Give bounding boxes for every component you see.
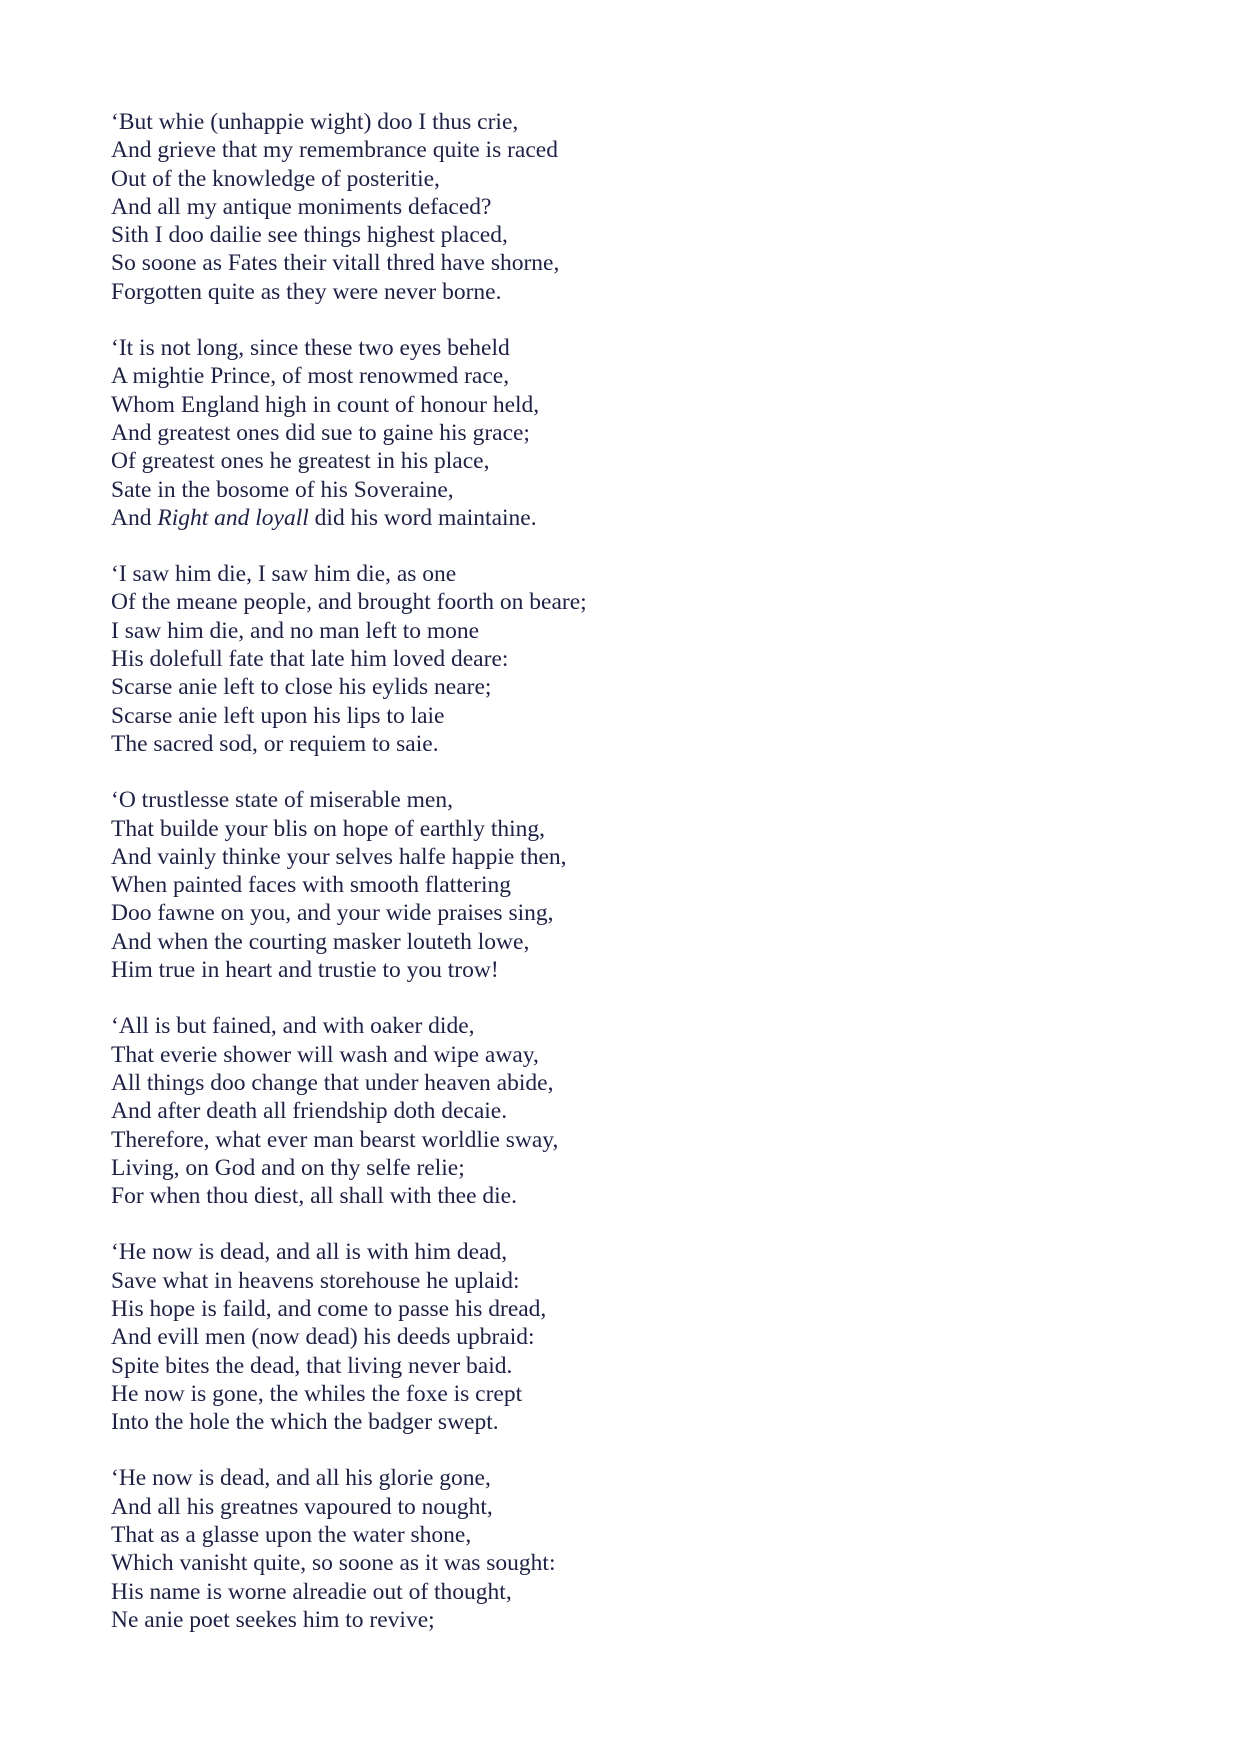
stanza-5	[111, 1012, 1111, 1210]
poem-line: ‘O trustlesse state of miserable men,	[111, 787, 453, 814]
poem-line: Forgotten quite as they were never borne.	[111, 278, 502, 305]
poem-line: And vainly thinke your selves halfe happie then,	[111, 843, 567, 870]
poem-line: Whom England high in count of honour held,	[111, 391, 540, 418]
poem-line: So soone as Fates their vitall thred have shorne,	[111, 250, 560, 277]
poem-line: And greatest ones did sue to gaine his grace;	[111, 419, 530, 446]
poem-line: Sate in the bosome of his Soveraine,	[111, 476, 454, 503]
stanza-3	[111, 560, 1111, 758]
poem-line: The sacred sod, or requiem to saie.	[111, 730, 439, 757]
italic-motto: Right and loyall	[157, 504, 309, 531]
poem-line: And all my antique moniments defaced?	[111, 193, 492, 220]
poem-line: His dolefull fate that late him loved deare:	[111, 646, 509, 673]
poem-line: I saw him die, and no man left to mone	[111, 617, 480, 644]
line-end: did his word maintaine.	[308, 504, 537, 531]
poem-line: ‘All is but fained, and with oaker dide,	[111, 1013, 475, 1040]
poem-line: His name is worne alreadie out of thought,	[111, 1578, 512, 1605]
poem-line: And grieve that my remembrance quite is raced	[111, 137, 558, 164]
line-start: And	[111, 504, 158, 531]
stanza-7	[111, 1464, 1111, 1634]
poem-line: Into the hole the which the badger swept.	[111, 1409, 499, 1436]
poem-line: Of the meane people, and brought foorth on beare;	[111, 589, 587, 616]
poem-line: Therefore, what ever man bearst worldlie sway,	[111, 1126, 559, 1153]
poem-line: Which vanisht quite, so soone as it was sought:	[111, 1550, 556, 1577]
poem-line: Living, on God and on thy selfe relie;	[111, 1154, 465, 1181]
poem-line: And all his greatnes vapoured to nought,	[111, 1493, 493, 1520]
poem-line: Spite bites the dead, that living never baid.	[111, 1352, 513, 1379]
poem-line: ‘I saw him die, I saw him die, as one	[111, 561, 457, 588]
poem-line: That as a glasse upon the water shone,	[111, 1522, 472, 1549]
poem-line: Out of the knowledge of posteritie,	[111, 165, 440, 192]
poem-line: And after death all friendship doth decaie.	[111, 1098, 508, 1125]
stanza-4	[111, 786, 1111, 984]
poem-line: ‘But whie (unhappie wight) doo I thus crie,	[111, 109, 519, 135]
poem-line: Scarse anie left upon his lips to laie	[111, 702, 445, 729]
poem-line: Scarse anie left to close his eylids neare;	[111, 674, 492, 701]
poem-page	[111, 108, 1111, 1662]
poem-line: ‘He now is dead, and all is with him dead,	[111, 1239, 508, 1266]
poem-line: And when the courting masker louteth lowe,	[111, 928, 530, 955]
poem-line: Doo fawne on you, and your wide praises sing,	[111, 900, 554, 927]
poem-line: Save what in heavens storehouse he uplaid:	[111, 1267, 520, 1294]
poem-line: His hope is faild, and come to passe his dread,	[111, 1295, 547, 1322]
poem-line: Of greatest ones he greatest in his place,	[111, 448, 490, 475]
poem-line: That builde your blis on hope of earthly thing,	[111, 815, 546, 842]
poem-line: He now is gone, the whiles the foxe is crept	[111, 1380, 523, 1407]
stanza-6	[111, 1238, 1111, 1436]
stanza-2	[111, 334, 1111, 532]
poem-line: A mightie Prince, of most renowmed race,	[111, 363, 510, 390]
poem-line: Ne anie poet seekes him to revive;	[111, 1606, 435, 1633]
poem-line: Him true in heart and trustie to you trow!	[111, 957, 499, 984]
poem-line: For when thou diest, all shall with thee die.	[111, 1183, 517, 1210]
poem-line: Sith I doo dailie see things highest placed,	[111, 222, 508, 249]
poem-line: ‘He now is dead, and all his glorie gone,	[111, 1465, 491, 1492]
poem-line: ‘It is not long, since these two eyes beheld	[111, 335, 510, 362]
poem-line: And evill men (now dead) his deeds upbraid:	[111, 1324, 535, 1351]
stanza-1	[111, 108, 1111, 306]
poem-line-with-italic	[111, 504, 1111, 532]
poem-line: That everie shower will wash and wipe away,	[111, 1041, 539, 1068]
poem-line: All things doo change that under heaven abide,	[111, 1069, 554, 1096]
poem-line: When painted faces with smooth flattering	[111, 872, 512, 899]
